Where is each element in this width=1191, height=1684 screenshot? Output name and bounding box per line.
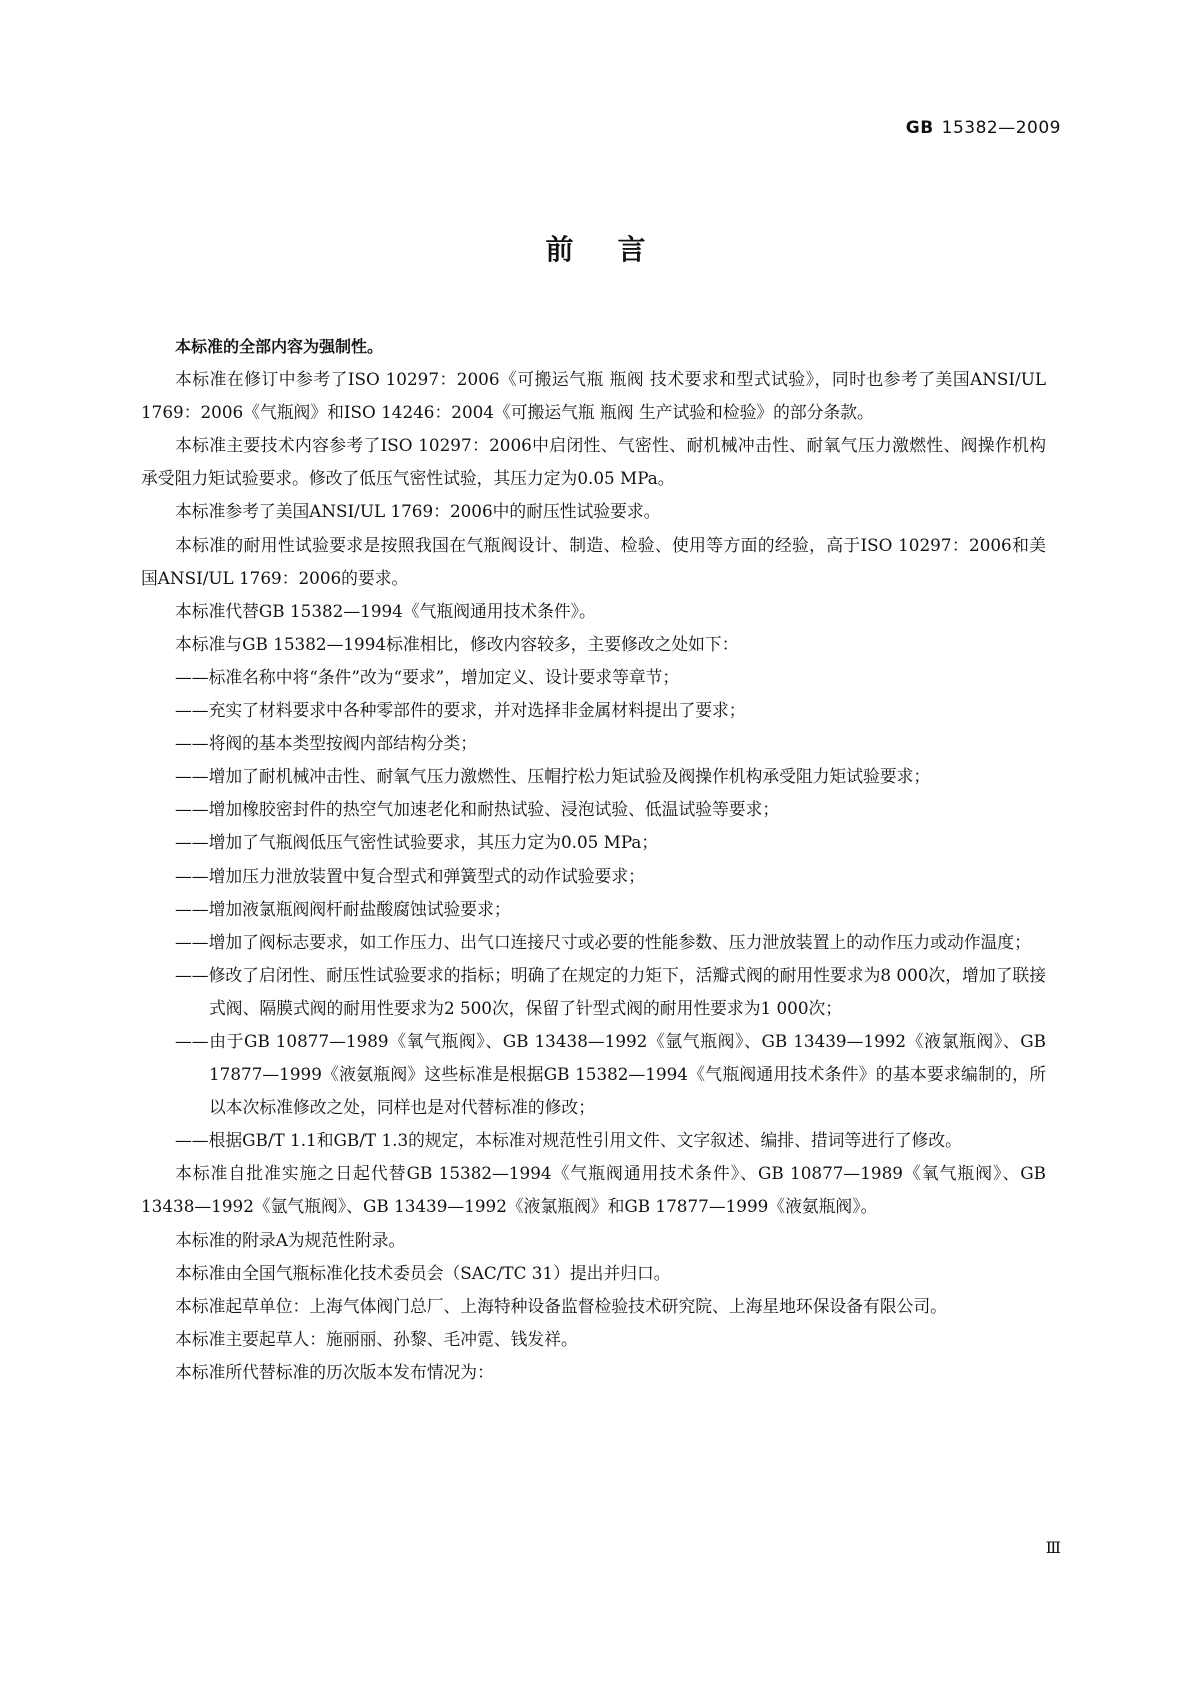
paragraph: 本标准参考了美国ANSI/UL 1769：2006中的耐压性试验要求。 — [175, 501, 661, 522]
paragraph: 本标准的附录A为规范性附录。 — [175, 1229, 406, 1250]
page-title: 前言 — [545, 233, 690, 266]
paragraph: 本标准的耐用性试验要求是按照我国在气瓶阀设计、制造、检验、使用等方面的经验，高于ISO 10297：2006和美国ANSI/UL 1769：2006的要求。 — [141, 534, 1046, 588]
change-list-item: ——将阀的基本类型按阀内部结构分类； — [175, 733, 478, 754]
paragraph: 本标准与GB 15382—1994标准相比，修改内容较多，主要修改之处如下： — [175, 633, 739, 654]
paragraph: 本标准所代替标准的历次版本发布情况为： — [175, 1361, 494, 1382]
standard-code-header — [906, 118, 1061, 138]
foreword-body — [141, 330, 1046, 1389]
standard-prefix: GB — [905, 118, 934, 138]
change-list-item: ——增加了气瓶阀低压气密性试验要求，其压力定为0.05 MPa； — [175, 832, 659, 853]
paragraph: 本标准在修订中参考了ISO 10297：2006《可搬运气瓶 瓶阀 技术要求和型式试验》，同时也参考了美国ANSI/UL 1769：2006《气瓶阀》和ISO 14246：2004《可搬运气瓶 瓶阀 生产试验和检验》的部分条款。 — [141, 369, 1046, 423]
paragraph: 本标准的全部内容为强制性。 — [175, 337, 384, 356]
paragraph: 本标准主要起草人：施丽丽、孙黎、毛冲霓、钱发祥。 — [175, 1328, 578, 1349]
change-list-item: ——根据GB/T 1.1和GB/T 1.3的规定，本标准对规范性引用文件、文字叙述、编排、措词等进行了修改。 — [175, 1130, 962, 1151]
change-list-item: ——增加橡胶密封件的热空气加速老化和耐热试验、浸泡试验、低温试验等要求； — [175, 799, 780, 820]
change-list-item: ——由于GB 10877—1989《氧气瓶阀》、GB 13438—1992《氩气瓶阀》、GB 13439—1992《液氯瓶阀》、GB 17877—1999《液氨瓶阀》这些标准是根据GB 15382—1994《气瓶阀通用技术条件》的基本要求编制的，所以本次标准修改之处，同样也是对代替标准的修改； — [175, 1030, 1046, 1118]
change-list-item: ——增加了阀标志要求，如工作压力、出气口连接尺寸或必要的性能参数、压力泄放装置上的动作压力或动作温度； — [175, 931, 1031, 952]
paragraph: 本标准主要技术内容参考了ISO 10297：2006中启闭性、气密性、耐机械冲击性、耐氧气压力激燃性、阀操作机构承受阻力矩试验要求。修改了低压气密性试验，其压力定为0.05 MPa。 — [141, 435, 1046, 489]
change-list-item: ——增加了耐机械冲击性、耐氧气压力激燃性、压帽拧松力矩试验及阀操作机构承受阻力矩试验要求； — [175, 766, 931, 787]
standard-number: 15382—2009 — [941, 118, 1061, 138]
page-number: Ⅲ — [1045, 1538, 1061, 1557]
change-list-item: ——增加液氯瓶阀阀杆耐盐酸腐蚀试验要求； — [175, 898, 511, 919]
change-list-item: ——增加压力泄放装置中复合型式和弹簧型式的动作试验要求； — [175, 865, 645, 886]
paragraph: 本标准起草单位：上海气体阀门总厂、上海特种设备监督检验技术研究院、上海星地环保设备有限公司。 — [175, 1295, 947, 1316]
change-list-item: ——标准名称中将“条件”改为“要求”，增加定义、设计要求等章节； — [175, 666, 680, 687]
change-list-item: ——充实了材料要求中各种零部件的要求，并对选择非金属材料提出了要求； — [175, 700, 746, 721]
change-list-item: ——修改了启闭性、耐压性试验要求的指标；明确了在规定的力矩下，活瓣式阀的耐用性要求为8 000次，增加了联接式阀、隔膜式阀的耐用性要求为2 500次，保留了针型式阀的耐用性要求为1 000次； — [175, 964, 1046, 1018]
paragraph: 本标准由全国气瓶标准化技术委员会（SAC/TC 31）提出并归口。 — [175, 1262, 671, 1283]
paragraph: 本标准自批准实施之日起代替GB 15382—1994《气瓶阀通用技术条件》、GB 10877—1989《氧气瓶阀》、GB 13438—1992《氩气瓶阀》、GB 13439—1992《液氯瓶阀》和GB 17877—1999《液氨瓶阀》。 — [141, 1163, 1046, 1217]
paragraph: 本标准代替GB 15382—1994《气瓶阀通用技术条件》。 — [175, 600, 596, 621]
